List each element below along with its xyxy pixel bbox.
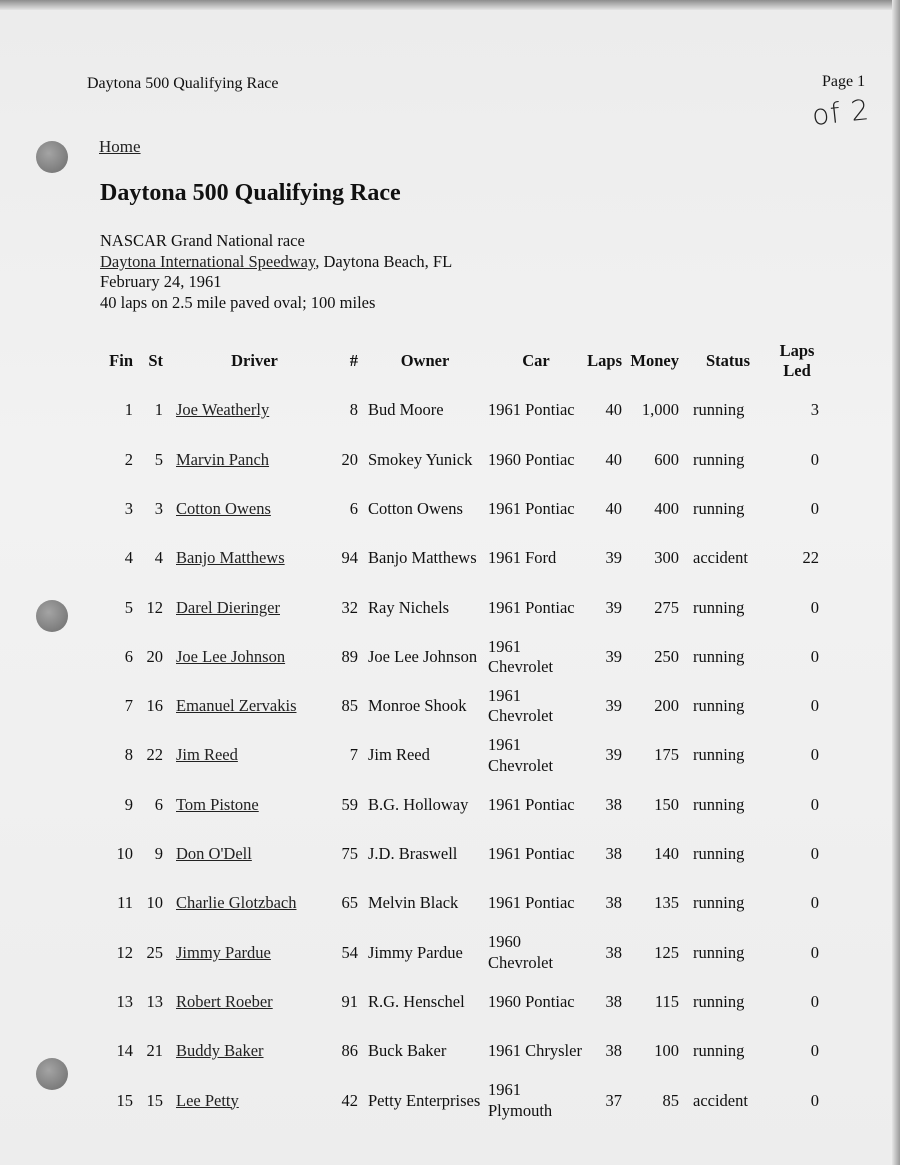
cell-fin: 3 (124, 498, 133, 518)
cell-laps-led: 0 (810, 646, 819, 666)
cell-laps: 39 (605, 548, 622, 568)
cell-driver (163, 534, 333, 583)
cell-owner: R.G. Henschel (368, 991, 465, 1011)
cell-status: running (693, 400, 745, 420)
cell-status: running (693, 1041, 745, 1061)
cell-status: running (693, 745, 745, 765)
cell-laps-led: 0 (810, 449, 819, 469)
table-row (99, 830, 819, 879)
print-header-title: Daytona 500 Qualifying Race (87, 75, 279, 92)
cell-start: 25 (146, 942, 163, 962)
driver-link[interactable]: Jim Reed (176, 745, 238, 765)
cell-start: 6 (154, 794, 163, 814)
cell-car: 1961 Chevrolet (488, 735, 554, 775)
table-row (99, 879, 819, 928)
cell-fin: 5 (124, 597, 133, 617)
cell-laps: 39 (605, 696, 622, 716)
cell-driver (163, 928, 333, 977)
driver-link[interactable]: Banjo Matthews (176, 548, 285, 568)
race-description: 40 laps on 2.5 mile paved oval; 100 miles (100, 293, 376, 313)
cell-start: 15 (146, 1090, 163, 1110)
cell-laps: 39 (605, 646, 622, 666)
cell-car-number: 7 (349, 745, 358, 765)
scan-right-edge (892, 0, 900, 1165)
cell-money: 300 (654, 548, 679, 568)
cell-money: 150 (654, 794, 679, 814)
cell-money: 85 (662, 1090, 679, 1110)
cell-driver (163, 1076, 333, 1125)
cell-owner: Smokey Yunick (368, 449, 473, 469)
cell-money: 600 (654, 449, 679, 469)
punch-hole (36, 141, 68, 173)
cell-start: 1 (154, 400, 163, 420)
cell-laps: 38 (605, 991, 622, 1011)
cell-fin: 10 (116, 844, 133, 864)
cell-owner: Bud Moore (368, 400, 444, 420)
col-header-laps: Laps (587, 351, 622, 370)
cell-owner: Jim Reed (368, 745, 430, 765)
cell-laps: 38 (605, 1041, 622, 1061)
cell-owner: Ray Nichels (368, 597, 450, 617)
cell-laps-led: 0 (810, 696, 819, 716)
cell-car-number: 32 (341, 597, 358, 617)
cell-car-number: 86 (341, 1041, 358, 1061)
cell-owner: B.G. Holloway (368, 794, 469, 814)
cell-status: running (693, 893, 745, 913)
driver-link[interactable]: Joe Lee Johnson (176, 646, 286, 666)
cell-laps-led: 3 (810, 400, 819, 420)
cell-start: 22 (146, 745, 163, 765)
cell-car-number: 20 (341, 449, 358, 469)
table-row (99, 1027, 819, 1076)
cell-money: 1,000 (641, 400, 679, 420)
col-header-status: Status (705, 351, 750, 370)
cell-car: 1961 Pontiac (488, 400, 575, 420)
cell-fin: 1 (124, 400, 133, 420)
cell-start: 21 (146, 1041, 163, 1061)
cell-owner: Petty Enterprises (368, 1090, 481, 1110)
cell-start: 20 (146, 646, 163, 666)
table-row (99, 386, 819, 435)
driver-link[interactable]: Robert Roeber (176, 991, 273, 1011)
cell-car-number: 6 (349, 498, 358, 518)
cell-status: running (693, 942, 745, 962)
col-header-laps-led-line1: Laps (779, 341, 815, 360)
table-row (99, 928, 819, 977)
venue-link[interactable]: Daytona International Speedway (100, 251, 316, 271)
table-row (99, 485, 819, 534)
col-header-driver: Driver (231, 351, 278, 370)
cell-car: 1961 Chrysler (488, 1041, 582, 1061)
table-row (99, 534, 819, 583)
cell-laps-led: 0 (810, 942, 819, 962)
cell-car-number: 42 (341, 1090, 358, 1110)
race-date: February 24, 1961 (100, 272, 222, 292)
cell-fin: 4 (124, 548, 133, 568)
cell-start: 4 (154, 548, 163, 568)
venue-location: , Daytona Beach, FL (315, 251, 453, 271)
handwritten-note: of 2 (810, 93, 872, 132)
cell-status: running (693, 991, 745, 1011)
cell-money: 250 (654, 646, 679, 666)
table-row (99, 731, 819, 780)
cell-car-number: 85 (341, 696, 358, 716)
driver-link[interactable]: Buddy Baker (176, 1041, 264, 1061)
cell-driver (163, 1027, 333, 1076)
cell-money: 140 (654, 844, 679, 864)
cell-car: 1960 Chevrolet (488, 932, 554, 972)
cell-owner: Monroe Shook (368, 696, 467, 716)
table-row (99, 583, 819, 632)
cell-money: 400 (654, 498, 679, 518)
cell-laps: 38 (605, 844, 622, 864)
cell-fin: 6 (124, 646, 133, 666)
cell-laps: 38 (605, 893, 622, 913)
cell-money: 115 (654, 991, 679, 1011)
cell-status: running (693, 449, 745, 469)
cell-laps: 38 (605, 794, 622, 814)
cell-status: running (693, 794, 745, 814)
cell-fin: 14 (116, 1041, 133, 1061)
cell-status: running (693, 844, 745, 864)
scan-top-edge (0, 0, 900, 10)
cell-car: 1961 Pontiac (488, 498, 575, 518)
cell-car-number: 54 (341, 942, 358, 962)
cell-start: 5 (154, 449, 163, 469)
table-row (99, 632, 819, 681)
cell-fin: 13 (116, 991, 133, 1011)
cell-driver (163, 682, 333, 731)
cell-money: 100 (654, 1041, 679, 1061)
cell-owner: Melvin Black (368, 893, 459, 913)
cell-money: 200 (654, 696, 679, 716)
cell-driver (163, 632, 333, 681)
cell-fin: 9 (124, 794, 133, 814)
cell-car-number: 89 (341, 646, 358, 666)
cell-owner: J.D. Braswell (368, 844, 458, 864)
cell-fin: 15 (116, 1090, 133, 1110)
cell-car-number: 59 (341, 794, 358, 814)
driver-link[interactable]: Marvin Panch (176, 449, 270, 469)
cell-driver (163, 386, 333, 435)
driver-link[interactable]: Don O'Dell (176, 844, 252, 864)
cell-car: 1960 Pontiac (488, 991, 575, 1011)
driver-link[interactable]: Jimmy Pardue (176, 942, 271, 962)
table-row (99, 780, 819, 829)
cell-money: 125 (654, 942, 679, 962)
cell-owner: Banjo Matthews (368, 548, 477, 568)
col-header-laps-led-line2: Led (783, 361, 811, 380)
punch-hole (36, 600, 68, 632)
cell-fin: 12 (116, 942, 133, 962)
cell-status: accident (693, 1090, 748, 1110)
cell-car: 1961 Pontiac (488, 794, 575, 814)
driver-link[interactable]: Lee Petty (176, 1090, 239, 1110)
cell-money: 135 (654, 893, 679, 913)
cell-fin: 8 (124, 745, 133, 765)
cell-driver (163, 583, 333, 632)
cell-car: 1961 Pontiac (488, 893, 575, 913)
cell-start: 16 (146, 696, 163, 716)
cell-status: running (693, 498, 745, 518)
cell-laps: 39 (605, 597, 622, 617)
cell-car: 1961 Ford (488, 548, 557, 568)
cell-start: 9 (154, 844, 163, 864)
cell-laps-led: 0 (810, 991, 819, 1011)
cell-car: 1961 Chevrolet (488, 685, 554, 726)
cell-start: 3 (154, 498, 163, 518)
cell-laps-led: 0 (810, 1041, 819, 1061)
print-header-page: Page 1 (822, 73, 866, 90)
cell-driver (163, 485, 333, 534)
driver-link[interactable]: Emanuel Zervakis (176, 696, 297, 716)
cell-car-number: 65 (341, 893, 358, 913)
col-header-laps-led (769, 336, 819, 386)
cell-driver (163, 978, 333, 1027)
cell-money: 275 (654, 597, 679, 617)
cell-money: 175 (654, 745, 679, 765)
driver-link[interactable]: Charlie Glotzbach (176, 893, 297, 913)
cell-car-number: 8 (349, 400, 358, 420)
cell-driver (163, 830, 333, 879)
cell-status: running (693, 597, 745, 617)
table-row (99, 978, 819, 1027)
cell-laps: 39 (605, 745, 622, 765)
table-row (99, 1076, 819, 1125)
cell-laps: 37 (605, 1090, 622, 1110)
col-header-fin: Fin (109, 351, 133, 370)
cell-driver (163, 879, 333, 928)
cell-status: running (693, 646, 745, 666)
table-row (99, 435, 819, 484)
race-venue (100, 252, 452, 273)
cell-status: running (693, 696, 745, 716)
cell-laps: 40 (605, 449, 622, 469)
cell-owner: Jimmy Pardue (368, 942, 463, 962)
punch-hole (36, 1058, 68, 1090)
results-table (99, 336, 819, 1125)
cell-fin: 7 (124, 696, 133, 716)
cell-car: 1960 Pontiac (488, 449, 575, 469)
cell-laps: 40 (605, 400, 622, 420)
driver-link[interactable]: Darel Dieringer (176, 597, 280, 617)
driver-link[interactable]: Tom Pistone (176, 794, 259, 814)
col-header-car: Car (522, 351, 550, 370)
cell-owner: Buck Baker (368, 1041, 447, 1061)
cell-laps-led: 0 (810, 1090, 819, 1110)
col-header-owner: Owner (400, 351, 450, 370)
cell-laps: 38 (605, 942, 622, 962)
table-header-row (99, 336, 819, 386)
cell-car: 1961 Pontiac (488, 844, 575, 864)
col-header-number: # (349, 351, 358, 370)
cell-owner: Cotton Owens (368, 498, 463, 518)
cell-laps-led: 0 (810, 794, 819, 814)
cell-laps-led: 0 (810, 745, 819, 765)
cell-status: accident (693, 548, 748, 568)
cell-driver (163, 731, 333, 780)
race-series: NASCAR Grand National race (100, 231, 305, 250)
driver-link[interactable]: Joe Weatherly (176, 400, 270, 420)
home-link[interactable]: Home (99, 137, 141, 156)
cell-start: 12 (146, 597, 163, 617)
cell-fin: 2 (124, 449, 133, 469)
cell-driver (163, 780, 333, 829)
cell-laps-led: 0 (810, 893, 819, 913)
cell-car-number: 91 (341, 991, 358, 1011)
cell-car-number: 75 (341, 844, 358, 864)
race-info (100, 231, 452, 314)
cell-owner: Joe Lee Johnson (368, 646, 478, 666)
cell-car: 1961 Plymouth (488, 1080, 553, 1120)
cell-fin: 11 (117, 893, 133, 913)
cell-laps-led: 0 (810, 844, 819, 864)
cell-driver (163, 435, 333, 484)
cell-laps-led: 22 (802, 548, 819, 568)
page-title: Daytona 500 Qualifying Race (100, 180, 401, 206)
cell-laps: 40 (605, 498, 622, 518)
cell-car: 1961 Pontiac (488, 597, 575, 617)
driver-link[interactable]: Cotton Owens (176, 498, 271, 518)
cell-laps-led: 0 (810, 498, 819, 518)
cell-start: 10 (146, 893, 163, 913)
cell-car-number: 94 (341, 548, 358, 568)
col-header-money: Money (630, 351, 679, 370)
cell-laps-led: 0 (810, 597, 819, 617)
col-header-st: St (148, 351, 163, 370)
table-row (99, 682, 819, 731)
cell-start: 13 (146, 991, 163, 1011)
cell-car: 1961 Chevrolet (488, 636, 554, 677)
